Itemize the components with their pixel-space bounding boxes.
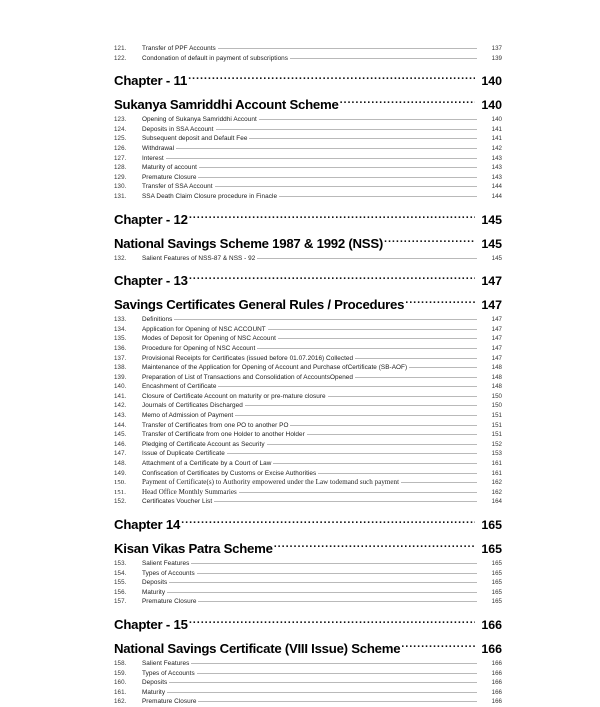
toc-chapter-row[interactable] [114,615,502,634]
toc-entry-number: 131. [114,192,127,200]
toc-entry-title: Definitions [142,316,173,324]
toc-chapter-title: Chapter 14 [114,517,181,532]
spacer [114,263,502,271]
toc-leader-line [199,163,477,169]
toc-scheme-row[interactable] [114,95,502,115]
toc-entry-title: Provisional Receipts for Certificates (issued before 01.07.2016) Collected [142,354,354,362]
toc-entry-page-number: 141 [491,125,502,133]
toc-leader-line [290,54,477,60]
toc-entry-number: 155. [114,579,127,587]
toc-entry-number: 123. [114,116,127,124]
toc-entry-page-number: 152 [491,440,502,448]
toc-leader-line [307,430,477,436]
toc-scheme-page-number: 166 [481,641,502,656]
toc-leader-dots [401,641,475,653]
toc-entry-number: 142. [114,402,127,410]
toc-leader-line [355,354,477,360]
toc-entry-number: 130. [114,183,127,191]
toc-entry-title: Types of Accounts [142,569,195,577]
toc-leader-line [239,488,477,494]
toc-leader-line [166,154,477,160]
toc-entry-number: 153. [114,560,127,567]
toc-entry-number: 128. [114,164,127,172]
toc-entry-row[interactable] [114,659,502,669]
toc-leader-line [218,44,477,50]
toc-entry-page-number: 142 [491,144,502,152]
toc-entry-row[interactable] [114,163,502,173]
toc-entry-number: 148. [114,460,127,468]
toc-entry-title: Premature Closure [142,698,197,706]
toc-leader-line [167,588,477,594]
toc-entry-row[interactable] [114,254,502,264]
toc-entry-page-number: 166 [491,679,502,687]
toc-entry-number: 158. [114,659,127,667]
toc-leader-line [401,478,477,484]
toc-entry-page-number: 144 [491,183,502,191]
toc-entry-page-number: 162 [491,479,502,487]
toc-scheme-title: Savings Certificates General Rules / Procedures [114,297,405,313]
toc-entry-page-number: 150 [491,392,502,400]
toc-leader-line [235,411,477,417]
toc-entry-page-number: 151 [491,421,502,429]
toc-entry-number: 139. [114,373,127,381]
toc-leader-dots [189,617,475,629]
toc-entry-number: 145. [114,431,127,439]
toc-entry-number: 121. [114,45,127,52]
toc-entry-number: 156. [114,588,127,596]
toc-entry-title: Premature Closure [142,598,197,606]
toc-entry-title: Payment of Certificate(s) to Authority empowered under the Law todemand such payment [142,478,400,487]
toc-entry-row[interactable] [114,182,502,192]
toc-entry-row[interactable] [114,344,502,354]
toc-entry-row[interactable] [114,44,502,54]
toc-entry-title: Types of Accounts [142,669,195,677]
toc-entry-title: Memo of Admission of Payment [142,412,234,420]
toc-entry-page-number: 153 [491,450,502,458]
toc-entry-number: 154. [114,569,127,577]
toc-leader-line [245,401,477,407]
toc-entry-title: Deposits [142,579,168,587]
toc-entry-page-number: 165 [491,598,502,606]
toc-entry-row[interactable] [114,459,502,469]
toc-entry-page-number: 147 [491,316,502,324]
toc-leader-dots [340,97,475,109]
toc-leader-dots [189,273,475,285]
toc-entry-title: Withdrawal [142,144,175,152]
toc-entry-row[interactable] [114,688,502,698]
toc-entry-row[interactable] [114,449,502,459]
toc-entry-row[interactable] [114,401,502,411]
toc-chapter-row[interactable] [114,271,502,290]
toc-leader-line [214,497,477,503]
toc-entry-number: 135. [114,335,127,343]
toc-entry-row[interactable] [114,469,502,479]
toc-entry-number: 160. [114,679,127,687]
toc-entry-title: Interest [142,154,164,162]
toc-leader-line [273,459,477,465]
toc-scheme-page-number: 165 [481,542,502,556]
toc-entry-page-number: 166 [491,698,502,706]
toc-entry-title: Procedure for Opening of NSC Account [142,344,256,352]
toc-entry-row[interactable] [114,115,502,125]
toc-entry-title: Deposits [142,679,168,687]
toc-entry-page-number: 165 [491,569,502,577]
toc-entry-page-number: 147 [491,325,502,333]
toc-entry-number: 141. [114,392,127,400]
toc-entry-row[interactable] [114,569,502,579]
toc-chapter-title: Chapter - 13 [114,273,188,289]
toc-entry-row[interactable] [114,315,502,325]
toc-scheme-title: Sukanya Samriddhi Account Scheme [114,97,339,113]
spacer [114,63,502,71]
toc-entry-page-number: 137 [491,45,502,52]
spacer [114,607,502,615]
toc-entry-row[interactable] [114,440,502,450]
toc-entry-page-number: 143 [491,164,502,172]
toc-entry-number: 127. [114,154,127,162]
toc-entry-title: Pledging of Certificate Account as Security [142,440,265,448]
toc-entry-number: 136. [114,344,127,352]
toc-entry-title: Subsequent deposit and Default Fee [142,135,248,143]
toc-scheme-title: National Savings Certificate (VIII Issue) Scheme [114,640,401,656]
toc-chapter-title: Chapter - 12 [114,211,188,227]
toc-leader-line [176,144,477,150]
toc-entry-title: Maturity of account [142,164,197,172]
toc-chapter-page-number: 166 [481,617,502,632]
toc-scheme-row[interactable] [114,234,502,254]
toc-entry-page-number: 151 [491,412,502,420]
toc-entry-number: 129. [114,173,127,181]
toc-chapter-row[interactable] [114,210,502,229]
toc-entry-page-number: 166 [491,659,502,667]
toc-entry-number: 134. [114,325,127,333]
toc-entry-page-number: 148 [491,373,502,381]
toc-entry-title: Salient Features [142,659,190,667]
toc-leader-line [267,440,477,446]
toc-entry-number: 140. [114,383,127,391]
toc-entry-row[interactable] [114,678,502,688]
toc-entry-row[interactable] [114,334,502,344]
toc-entry-row[interactable] [114,430,502,440]
toc-entry-row[interactable] [114,354,502,364]
toc-leader-line [169,678,477,684]
toc-entry-title: Application for Opening of NSC ACCOUNT [142,325,266,333]
toc-leader-dots [188,73,475,85]
toc-entry-page-number: 164 [491,498,502,506]
toc-entry-page-number: 161 [491,469,502,477]
toc-entry-number: 146. [114,440,127,448]
toc-entry-number: 143. [114,412,127,420]
toc-scheme-page-number: 140 [481,98,502,113]
toc-entry-number: 150. [114,479,126,487]
toc-entry-number: 138. [114,364,127,372]
toc-entry-number: 137. [114,354,127,362]
toc-leader-dots [189,212,475,224]
toc-chapter-title: Chapter - 11 [114,73,188,89]
toc-leader-line [278,334,477,340]
toc-leader-line [318,469,477,475]
toc-entry-number: 151. [114,488,126,496]
toc-entry-page-number: 151 [491,431,502,439]
toc-leader-line [257,344,477,350]
toc-entry-page-number: 166 [491,669,502,677]
toc-chapter-row[interactable] [114,71,502,90]
toc-leader-dots [384,236,475,248]
toc-leader-line [328,392,477,398]
toc-entry-page-number: 150 [491,402,502,410]
toc-entry-row[interactable] [114,578,502,588]
toc-leader-line [198,697,477,703]
toc-leader-dots [274,541,475,553]
toc-entry-number: 159. [114,669,127,677]
toc-entry-row[interactable] [114,144,502,154]
spacer [114,202,502,210]
toc-entry-row[interactable] [114,497,502,507]
toc-entry-row[interactable] [114,125,502,135]
toc-leader-line [167,688,477,694]
toc-chapter-page-number: 145 [481,212,502,227]
toc-entry-row[interactable] [114,488,502,498]
toc-entry-number: 162. [114,698,127,706]
toc-leader-line [191,559,477,565]
toc-chapter-page-number: 165 [481,518,502,532]
toc-chapter-page-number: 140 [481,74,502,89]
toc-leader-line [355,373,477,379]
toc-entry-row[interactable] [114,478,502,488]
toc-entry-row[interactable] [114,697,502,707]
toc-scheme-page-number: 145 [481,236,502,251]
toc-entry-page-number: 162 [491,488,502,496]
toc-entry-row[interactable] [114,192,502,202]
toc-entry-number: 157. [114,598,127,606]
toc-scheme-row[interactable] [114,539,502,559]
toc-entry-title: Attachment of a Certificate by a Court of Law [142,460,272,468]
toc-entry-page-number: 143 [491,154,502,162]
toc-scheme-title: Kisan Vikas Patra Scheme [114,541,273,556]
toc-leader-dots [405,297,475,309]
toc-leader-line [215,182,477,188]
toc-entry-title: Transfer of Certificate from one Holder to another Holder [142,431,305,439]
toc-entry-row[interactable] [114,54,502,64]
toc-entry-row[interactable] [114,134,502,144]
toc-entry-number: 125. [114,135,127,143]
toc-entry-title: Certificates Voucher List [142,498,213,506]
toc-entry-page-number: 148 [491,364,502,372]
toc-entry-title: Maturity [142,688,166,696]
toc-entry-page-number: 148 [491,383,502,391]
toc-chapter-title: Chapter - 15 [114,616,188,632]
toc-entry-title: Modes of Deposit for Opening of NSC Account [142,335,276,343]
toc-scheme-page-number: 147 [481,298,502,313]
toc-leader-line [197,669,477,675]
toc-leader-line [249,134,477,140]
toc-entry-row[interactable] [114,363,502,373]
toc-entry-number: 122. [114,54,127,62]
toc-entry-row[interactable] [114,421,502,431]
toc-entry-page-number: 165 [491,588,502,596]
toc-entry-row[interactable] [114,325,502,335]
toc-entry-number: 133. [114,316,127,324]
toc-entry-row[interactable] [114,411,502,421]
toc-leader-line [174,315,477,321]
toc-entry-title: SSA Death Claim Closure procedure in Finacle [142,192,278,200]
toc-entry-title: Head Office Monthly Summaries [142,487,237,496]
toc-entry-title: Salient Features of NSS-87 & NSS - 92 [142,254,256,262]
toc-entry-title: Transfer of SSA Account [142,183,213,191]
toc-entry-row[interactable] [114,597,502,607]
toc-entry-title: Preparation of List of Transactions and Consolidation of AccountsOpened [142,373,354,381]
toc-entry-page-number: 161 [491,460,502,468]
toc-leader-line [268,325,477,331]
toc-chapter-row[interactable] [114,515,502,534]
toc-entry-title: Opening of Sukanya Samriddhi Account [142,116,257,124]
toc-entry-title: Confiscation of Certificates by Customs or Excise Authorities [142,469,317,477]
toc-entry-title: Encashment of Certificate [142,383,217,391]
toc-entry-page-number: 166 [491,688,502,696]
toc-leader-line [216,125,478,131]
toc-entry-page-number: 147 [491,344,502,352]
toc-leader-line [227,449,477,455]
toc-entry-title: Transfer of Certificates from one PO to another PO [142,421,289,429]
toc-entry-number: 147. [114,450,127,458]
toc-leader-dots [181,517,475,529]
toc-entry-title: Maturity [142,588,166,596]
toc-entry-title: Transfer of PPF Accounts [142,45,216,52]
toc-chapter-page-number: 147 [481,274,502,289]
toc-entry-title: Closure of Certificate Account on maturity or pre-mature closure [142,392,326,400]
toc-entry-page-number: 165 [491,560,502,567]
toc-entry-title: Deposits in SSA Account [142,125,214,133]
toc-entry-row[interactable] [114,373,502,383]
toc-entry-number: 144. [114,421,127,429]
toc-entry-number: 152. [114,498,127,506]
toc-entry-title: Salient Features [142,560,190,567]
toc-leader-line [197,569,477,575]
toc-leader-line [257,254,477,260]
table-of-contents [114,44,502,707]
toc-scheme-row[interactable] [114,639,502,659]
toc-leader-line [191,659,477,665]
toc-entry-row[interactable] [114,154,502,164]
toc-entry-row[interactable] [114,588,502,598]
toc-entry-page-number: 141 [491,135,502,143]
toc-entry-row[interactable] [114,173,502,183]
toc-leader-line [169,578,477,584]
toc-entry-page-number: 144 [491,192,502,200]
toc-leader-line [198,597,477,603]
toc-entry-row[interactable] [114,382,502,392]
toc-leader-line [198,173,477,179]
toc-entry-row[interactable] [114,559,502,569]
toc-entry-title: Premature Closure [142,173,197,181]
toc-scheme-title: National Savings Scheme 1987 & 1992 (NSS) [114,235,384,251]
toc-entry-number: 149. [114,469,127,477]
toc-entry-number: 124. [114,125,127,133]
toc-entry-number: 132. [114,254,127,262]
toc-entry-title: Condonation of default in payment of subscriptions [142,54,289,62]
toc-entry-number: 161. [114,688,127,696]
toc-entry-page-number: 140 [491,116,502,124]
toc-scheme-row[interactable] [114,295,502,315]
toc-leader-line [279,192,477,198]
toc-entry-row[interactable] [114,669,502,679]
toc-entry-page-number: 147 [491,354,502,362]
toc-entry-title: Journals of Certificates Discharged [142,402,243,410]
toc-entry-page-number: 147 [491,335,502,343]
toc-leader-line [259,115,477,121]
toc-entry-title: Maintenance of the Application for Opening of Account and Purchase ofCertificate (SB-AOF) [142,364,408,372]
toc-leader-line [218,382,477,388]
toc-entry-title: Issue of Duplicate Certificate [142,450,225,458]
toc-entry-page-number: 143 [491,173,502,181]
toc-entry-page-number: 165 [491,579,502,587]
toc-entry-row[interactable] [114,392,502,402]
toc-entry-page-number: 139 [491,54,502,62]
toc-leader-line [290,421,477,427]
toc-entry-page-number: 145 [491,254,502,262]
toc-entry-number: 126. [114,144,127,152]
toc-leader-line [409,363,477,369]
spacer [114,507,502,515]
